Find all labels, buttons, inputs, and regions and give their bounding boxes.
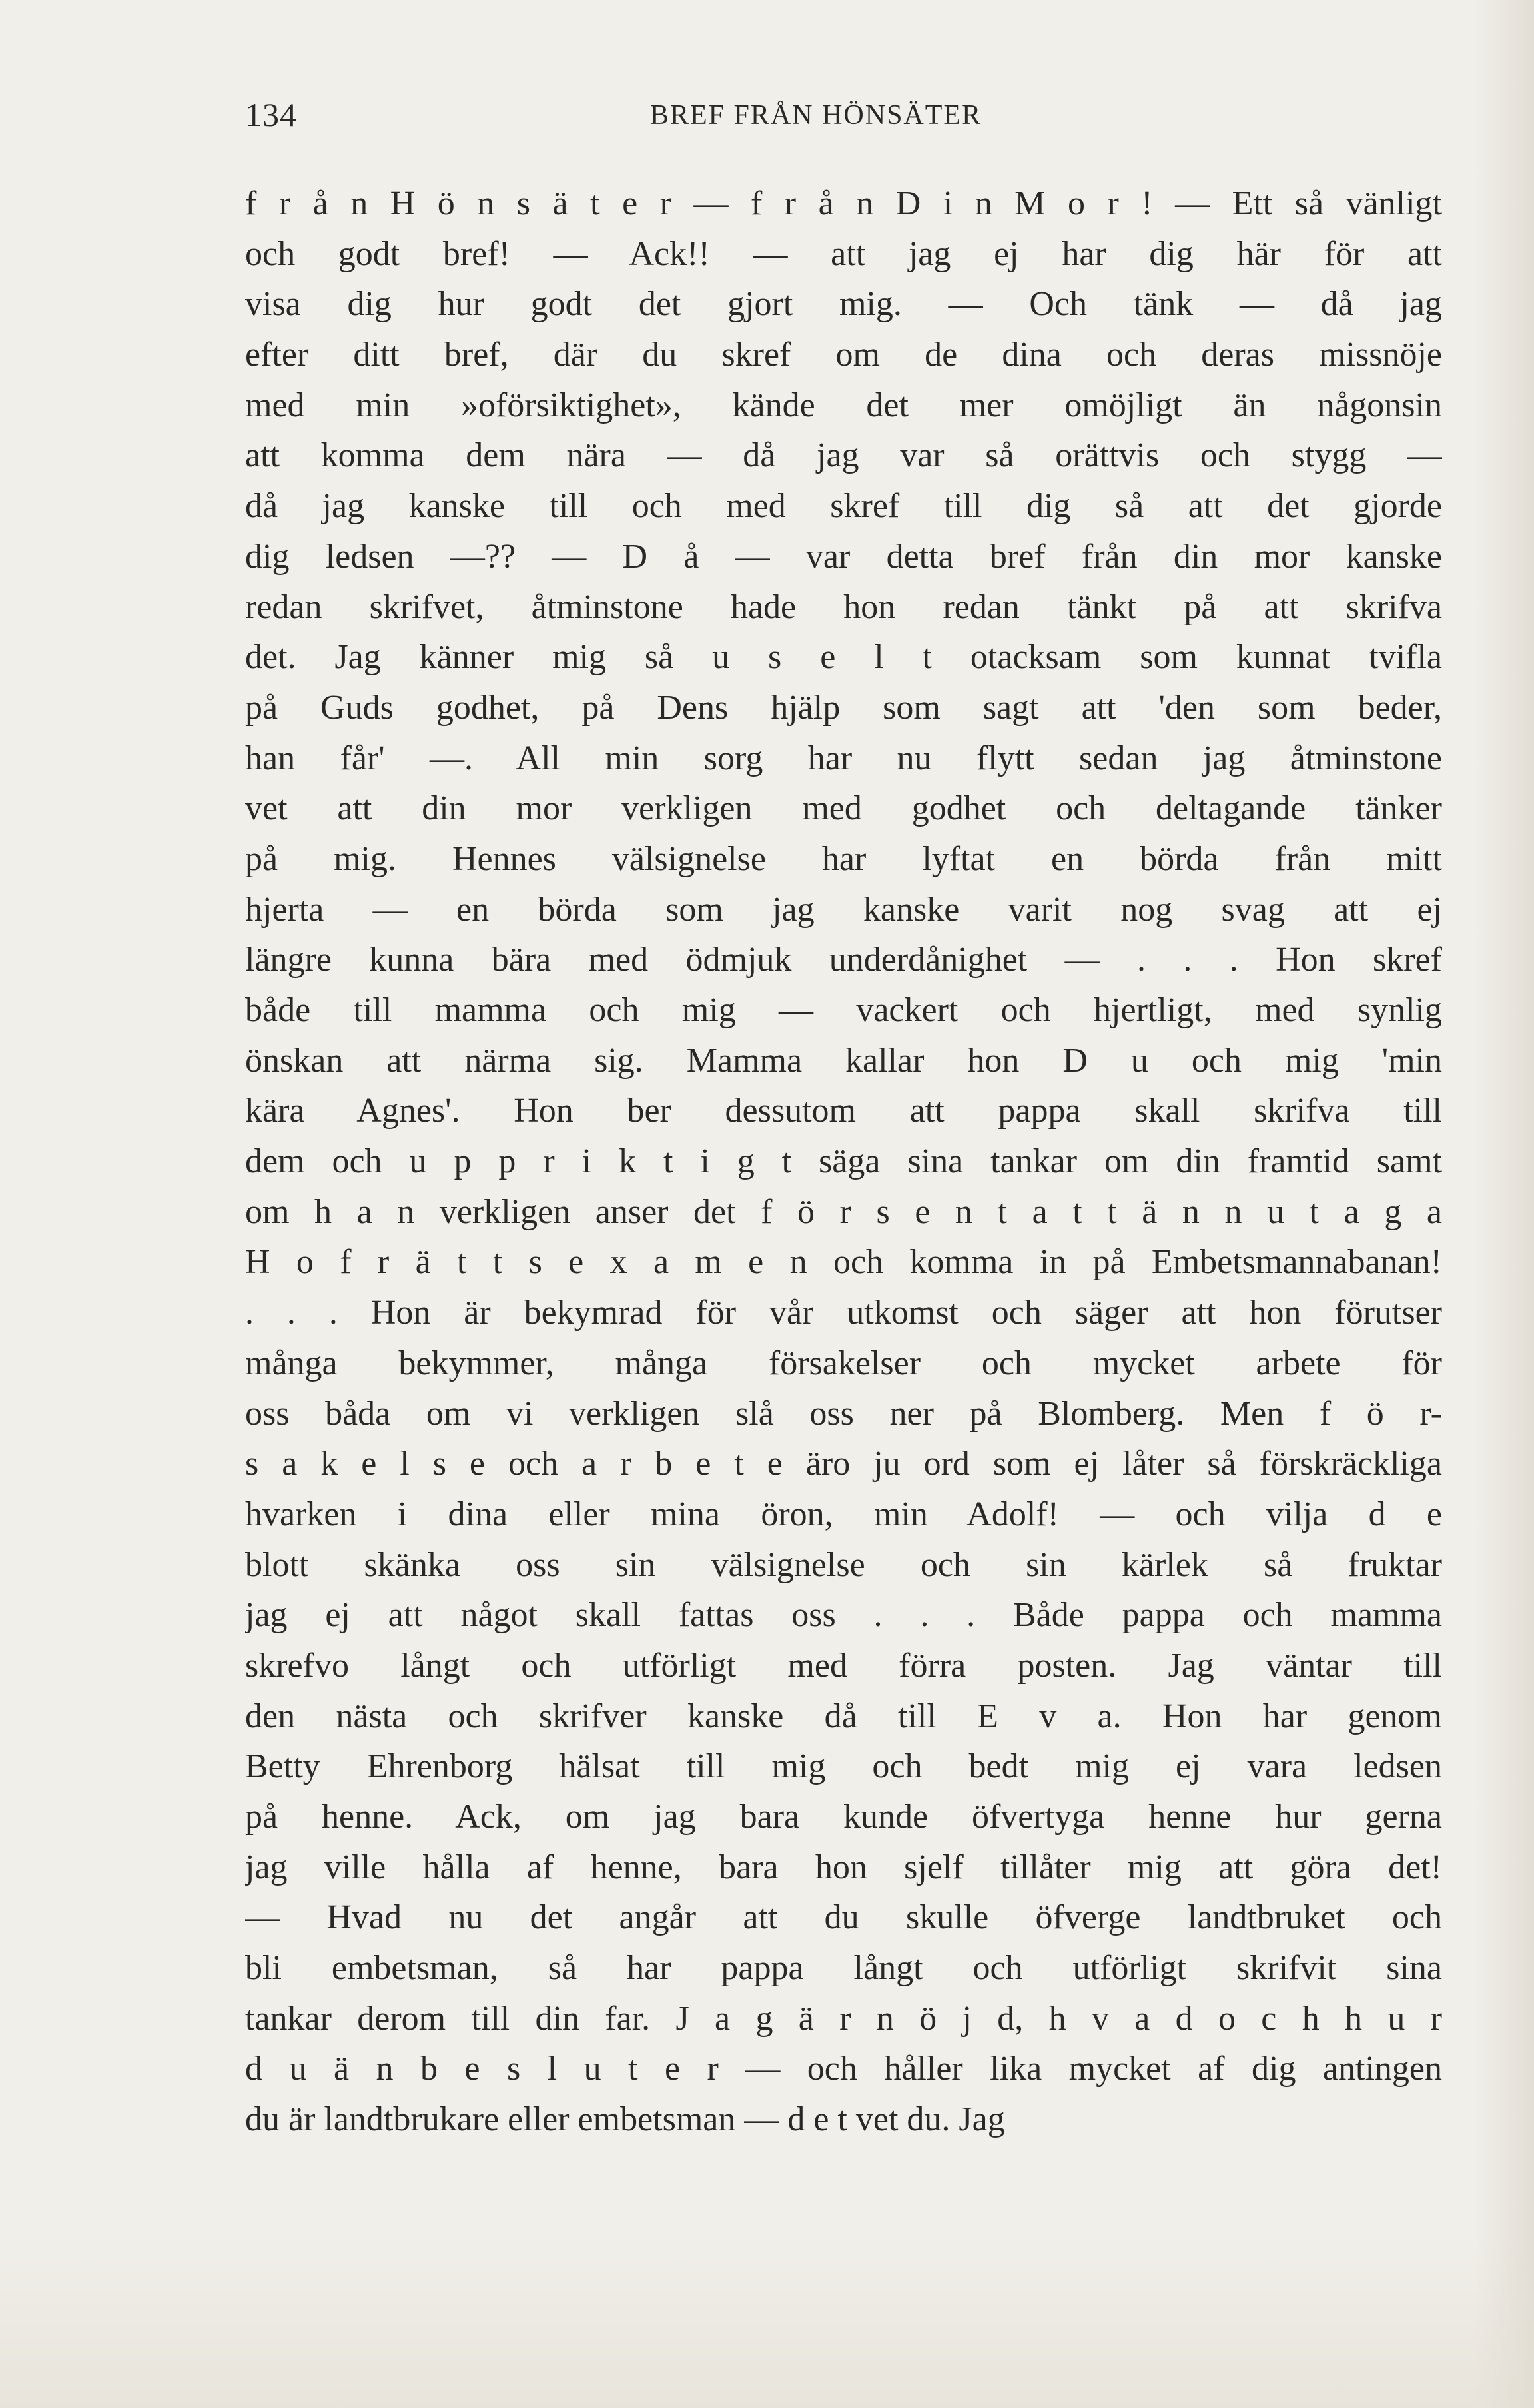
page-edge-shadow [1474,0,1534,2408]
text-line: skrefvo långt och utförligt med förra posten. Jag väntar till [245,1646,1442,1685]
text-line: bli embetsman, så har pappa långt och utförligt skrifvit sina [245,1949,1442,1988]
text-line: d u ä n b e s l u t e r — och håller lika mycket af dig antingen [245,2050,1442,2088]
text-line: tankar derom till din far. J a g ä r n ö j d, h v a d o c h h u r [245,1999,1442,2038]
text-line: redan skrifvet, åtminstone hade hon redan tänkt på att skrifva [245,588,1442,626]
text-line: hvarken i dina eller mina öron, min Adolf! — och vilja d e [245,1495,1442,1533]
text-line: han får' —. All min sorg har nu flytt sedan jag åtminstone [245,739,1442,777]
text-line: . . . Hon är bekymrad för vår utkomst och säger att hon förutser [245,1294,1442,1332]
text-line: den nästa och skrifver kanske då till E v a. Hon har genom [245,1697,1442,1735]
text-line: önskan att närma sig. Mamma kallar hon D u och mig 'min [245,1041,1442,1080]
text-line: både till mamma och mig — vackert och hjertligt, med synlig [245,991,1442,1029]
text-line: s a k e l s e och a r b e t e äro ju ord som ej låter så förskräckliga [245,1445,1442,1483]
text-line: du är landtbrukare eller embetsman — d e t vet du. Jag [245,2100,1005,2139]
text-line: det. Jag känner mig så u s e l t otacksam som kunnat tvifla [245,638,1442,677]
text-line: längre kunna bära med ödmjuk underdånighet — . . . Hon skref [245,941,1442,979]
text-line: jag ej att något skall fattas oss . . . Både pappa och mamma [245,1596,1442,1635]
running-head [245,95,1444,142]
text-line: f r å n H ö n s ä t e r — f r å n D i n M o r ! — Ett så vänligt [245,185,1442,222]
text-line: blott skänka oss sin välsignelse och sin kärlek så fruktar [245,1545,1442,1584]
text-line: att komma dem nära — då jag var så orättvis och stygg — [245,436,1442,475]
text-line: — Hvad nu det angår att du skulle öfverge landtbruket och [245,1898,1442,1937]
text-line: och godt bref! — Ack!! — att jag ej har dig här för att [245,234,1442,273]
text-line: vet att din mor verkligen med godhet och deltagande tänker [245,789,1442,828]
letter-body [245,179,1442,2145]
text-line: på mig. Hennes välsignelse har lyftat en börda från mitt [245,839,1442,878]
text-line: dig ledsen —?? — D å — var detta bref från din mor kanske [245,537,1442,576]
text-line: oss båda om vi verkligen slå oss ner på Blomberg. Men f ö r- [245,1394,1442,1433]
text-line: på henne. Ack, om jag bara kunde öfvertyga henne hur gerna [245,1798,1442,1836]
text-line: hjerta — en börda som jag kanske varit nog svag att ej [245,890,1442,929]
running-title: BREF FRÅN HÖNSÄTER [650,100,982,131]
text-line: om h a n verkligen anser det f ö r s e n t a t t ä n n u t a g a [245,1192,1442,1231]
text-line: visa dig hur godt det gjort mig. — Och tänk — då jag [245,285,1442,324]
text-line: med min »oförsiktighet», kände det mer omöjligt än någonsin [245,386,1442,424]
page-number: 134 [245,96,297,133]
text-line: jag ville hålla af henne, bara hon sjelf tillåter mig att göra det! [245,1848,1442,1886]
text-line: H o f r ä t t s e x a m e n och komma in på Embetsmannabanan! [245,1243,1442,1282]
text-line: efter ditt bref, där du skref om de dina och deras missnöje [245,336,1442,374]
page-bottom-shadow [0,2235,1534,2408]
text-line: då jag kanske till och med skref till dig så att det gjorde [245,487,1442,526]
text-line: Betty Ehrenborg hälsat till mig och bedt mig ej vara ledsen [245,1747,1442,1786]
text-line: många bekymmer, många försakelser och mycket arbete för [245,1344,1442,1382]
text-line: dem och u p p r i k t i g t säga sina tankar om din framtid samt [245,1142,1442,1181]
text-line: kära Agnes'. Hon ber dessutom att pappa skall skrifva till [245,1092,1442,1130]
text-line: på Guds godhet, på Dens hjälp som sagt att 'den som beder, [245,688,1442,727]
